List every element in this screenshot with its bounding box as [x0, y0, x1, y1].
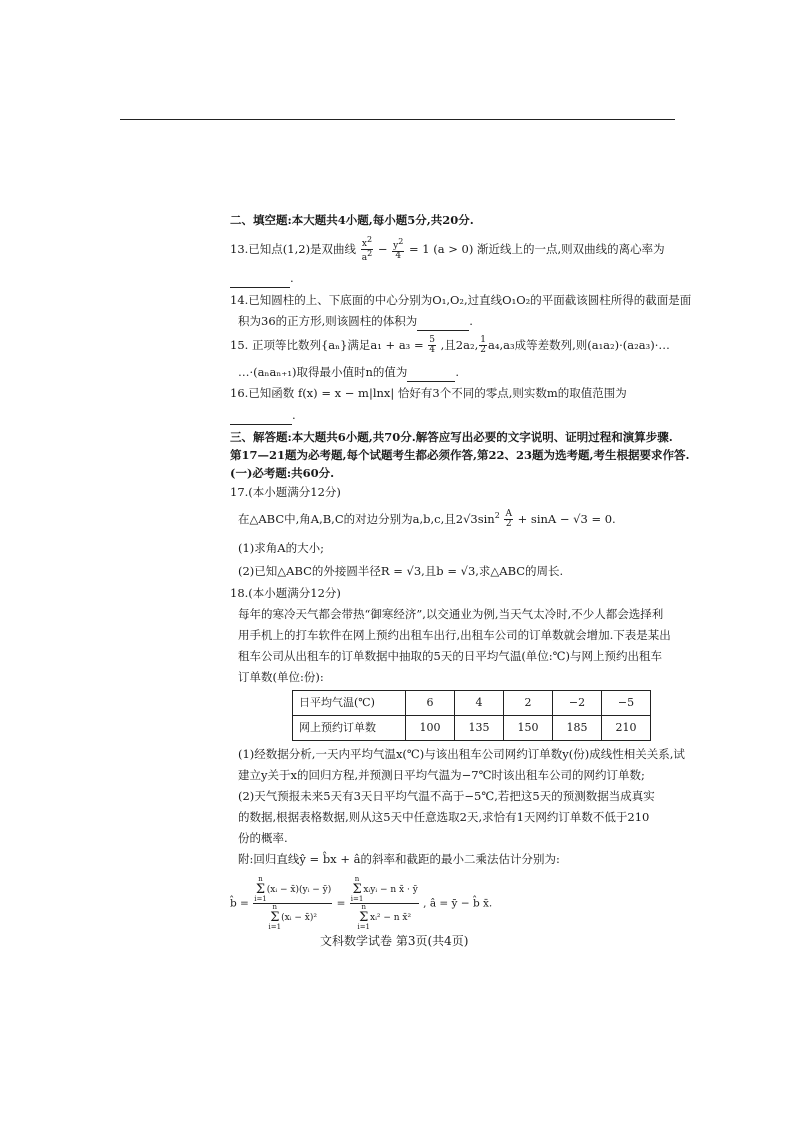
- q18-part1-line1: (1)经数据分析,一天内平均气温x(℃)与该出租车公司网约订单数y(份)成线性相关关系,试: [238, 747, 685, 761]
- section-3-required: (一)必考题:共60分.: [230, 466, 335, 480]
- question-13: 13.已知点(1,2)是双曲线 $\frac{x2}{a2}$ − $\frac{y2}{4}$ = 1 (a > 0) 渐近线上的一点,则双曲线的离心率为: [230, 235, 665, 264]
- section-2-heading: 二、填空题:本大题共4小题,每小题5分,共20分.: [230, 213, 474, 227]
- q18-part2-line1: (2)天气预报未来5天有3天日平均气温不高于−5℃,若把这5天的预测数据当成真实: [238, 789, 655, 803]
- table-header-temperature: 日平均气温(℃): [293, 691, 406, 716]
- question-17-title: 17.(本小题满分12分): [230, 485, 341, 499]
- q13-text-a: 13.已知点(1,2)是双曲线: [230, 241, 357, 256]
- table-cell: 150: [504, 716, 553, 741]
- question-15-line1: 15. 正项等比数列{aₙ}满足a₁ + a₃ = $\frac{5}{4}$ ,且2a₂, $\frac{1}{2}$ a₄,a₃成等差数列,则(a₁a₂)·(a₂a₃)·…: [230, 335, 670, 356]
- q18-line2: 用手机上的打车软件在网上预约出租车出行,出租车公司的订单数就会增加.下表是某出: [238, 628, 671, 642]
- question-17-stem: 在△ABC中,角A,B,C的对边分别为a,b,c,且$2√3\sin^2$ $\frac{A}{2}$ + sinA − √3 = 0.: [238, 509, 616, 530]
- table-row: [293, 691, 651, 716]
- q18-line1: 每年的寒冷天气都会带热“御寒经济”,以交通业为例,当天气太冷时,不少人都会选择利: [238, 607, 664, 621]
- q18-part2-line3: 份的概率.: [238, 831, 288, 845]
- question-14-line1: 14.已知圆柱的上、下底面的中心分别为O₁,O₂,过直线O₁O₂的平面截该圆柱所得的截面是面: [230, 293, 692, 307]
- q18-line4: 订单数(单位:份):: [238, 670, 324, 684]
- table-cell: 2: [504, 691, 553, 716]
- q13-text-b: = 1 (a > 0) 渐近线上的一点,则双曲线的离心率为: [408, 241, 665, 256]
- table-cell: 210: [602, 716, 651, 741]
- question-17-part2: (2)已知△ABC的外接圆半径R = √3,且b = √3,求△ABC的周长.: [238, 564, 564, 578]
- regression-formula: b̂ = n Σ i=1(xᵢ − x̄)(yᵢ − ȳ) n Σ i=1(xᵢ − x̄)² = n Σ i=1xᵢyᵢ − n x̄ · ȳ n Σ i=1xᵢ² − n x̄² , â = ȳ − b̂ x̄.: [230, 875, 493, 931]
- q13-frac-x: $\frac{x2}{a2}$: [361, 235, 373, 264]
- page-footer: 文科数学试卷 第3页(共4页): [320, 934, 469, 948]
- question-15-line2: …·(aₙaₙ₊₁)取得最小值时n的值为 .: [238, 364, 459, 382]
- table-cell: −5: [602, 691, 651, 716]
- table-cell: 100: [406, 716, 455, 741]
- table-header-orders: 网上预约订单数: [293, 716, 406, 741]
- table-cell: 135: [455, 716, 504, 741]
- table-cell: 185: [553, 716, 602, 741]
- section-3-heading: 三、解答题:本大题共6小题,共70分.解答应写出必要的文字说明、证明过程和演算步骤.: [230, 430, 673, 444]
- table-cell: 4: [455, 691, 504, 716]
- top-rule: [120, 119, 675, 120]
- question-14-line2: 积为36的正方形,则该圆柱的体积为 .: [238, 313, 473, 331]
- question-16-line1: 16.已知函数 f(x) = x − m|lnx| 恰好有3个不同的零点,则实数m的取值范围为: [230, 386, 627, 400]
- section-3-instructions: 第17—21题为必考题,每个试题考生都必须作答,第22、23题为选考题,考生根据要求作答.: [230, 448, 690, 462]
- question-17-part1: (1)求角A的大小;: [238, 541, 324, 555]
- temperature-orders-table: [292, 690, 651, 741]
- question-18-title: 18.(本小题满分12分): [230, 586, 341, 600]
- table-cell: −2: [553, 691, 602, 716]
- q18-part2-line2: 的数据,根据表格数据,则从这5天中任意选取2天,求恰有1天网约订单数不低于210: [238, 810, 650, 824]
- q13-answer-line: .: [230, 270, 294, 288]
- q16-answer-line: .: [230, 407, 296, 425]
- q18-line3: 租车公司从出租车的订单数据中抽取的5天的日平均气温(单位:℃)与网上预约出租车: [238, 649, 663, 663]
- table-cell: 6: [406, 691, 455, 716]
- table-row: [293, 716, 651, 741]
- q18-note: 附:回归直线ŷ = b̂x + â的斜率和截距的最小二乘法估计分别为:: [238, 852, 560, 866]
- q13-frac-y: $\frac{y2}{4}$: [393, 237, 404, 262]
- q18-part1-line2: 建立y关于x的回归方程,并预测日平均气温为−7℃时该出租车公司的网约订单数;: [238, 768, 645, 782]
